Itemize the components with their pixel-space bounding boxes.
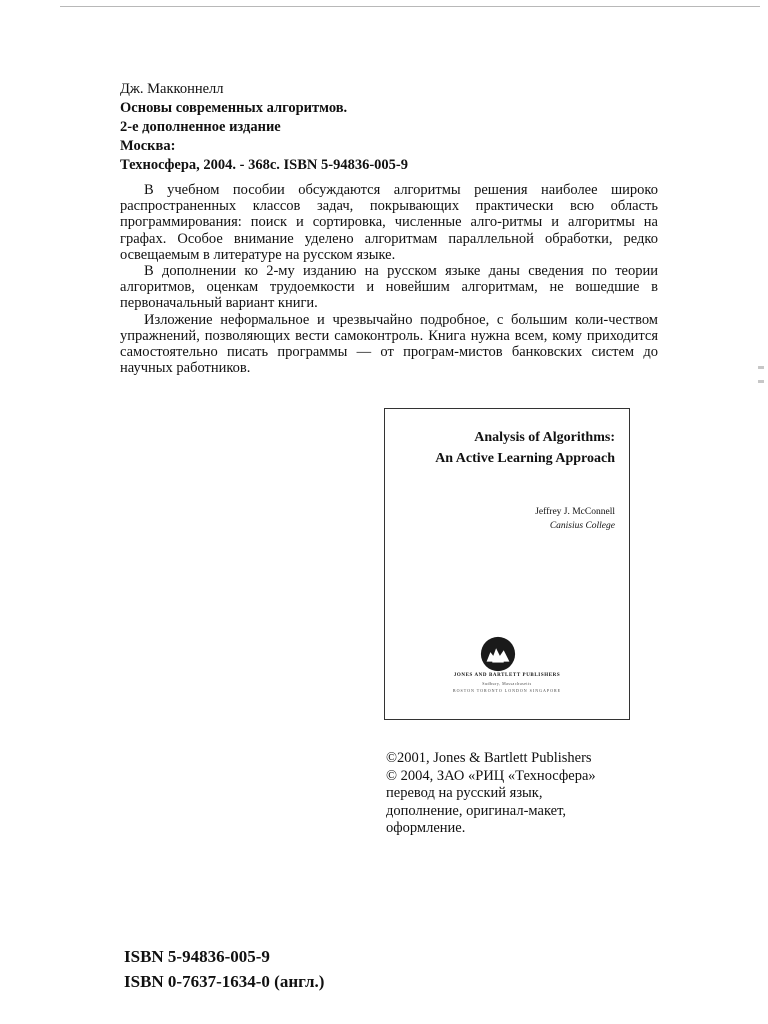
copyright-line: ©2001, Jones & Bartlett Publishers — [386, 750, 592, 766]
publication-city: Москва: — [120, 138, 176, 154]
cover-title — [435, 427, 615, 469]
cover-publisher: JONES AND BARTLETT PUBLISHERS — [453, 673, 561, 678]
top-edge-rule — [60, 6, 760, 7]
original-cover-image — [384, 408, 630, 720]
copyright-line: оформление. — [386, 820, 466, 836]
book-edition: 2-е дополненное издание — [120, 119, 281, 135]
publisher-line: Техносфера, 2004. - 368с. ISBN 5-94836-005-9 — [120, 157, 408, 173]
annotation-paragraph: В учебном пособии обсуждаются алгоритмы решения наиболее широко распространенных классов задач, покрывающих практически всю область программирования: поиск и сортировка, численные алго-ритмы и алгоритмы на графах. Особое внимание уделено алгоритмам параллельной обработки, редко освещаемым в литературе на русском языке. — [120, 182, 658, 263]
isbn-english: ISBN 0-7637-1634-0 (англ.) — [124, 972, 325, 991]
cover-publisher-location: Sudbury, Massachusetts — [482, 681, 532, 686]
cover-affiliation: Canisius College — [549, 521, 615, 531]
isbn-russian: ISBN 5-94836-005-9 — [124, 947, 270, 966]
cover-publisher-cities: BOSTON TORONTO LONDON SINGAPORE — [452, 688, 562, 693]
cover-title-line: An Active Learning Approach — [435, 451, 615, 466]
book-annotation — [120, 182, 658, 376]
annotation-paragraph: В дополнении ко 2-му изданию на русском языке даны сведения по теории алгоритмов, оценкам трудоемкости и новейшим алгоритмам, не вошедшие в первоначальный вариант книги. — [120, 263, 658, 312]
publisher-emblem-icon — [479, 635, 517, 673]
book-author: Дж. Макконнелл — [120, 81, 224, 97]
edge-mark — [758, 380, 764, 383]
cover-title-line: Analysis of Algorithms: — [474, 430, 615, 445]
isbn-block — [124, 944, 324, 994]
copyright-line: дополнение, оригинал-макет, — [386, 802, 566, 819]
copyright-line: перевод на русский язык, — [386, 785, 543, 801]
copyright-notice — [386, 750, 686, 838]
cover-author: Jeffrey J. McConnell — [535, 507, 615, 517]
copyright-line: © 2004, ЗАО «РИЦ «Техносфера» — [386, 767, 596, 784]
annotation-paragraph: Изложение неформальное и чрезвычайно подробное, с большим коли-чеством упражнений, позволяющих вести самоконтроль. Книга нужна всем, кому приходится самостоятельно писать программы — от програм-мистов банковских систем до научных работников. — [120, 311, 658, 377]
edge-mark — [758, 366, 764, 369]
cover-author-block — [535, 505, 615, 533]
book-title: Основы современных алгоритмов. — [120, 100, 348, 116]
bibliographic-record — [120, 80, 660, 175]
